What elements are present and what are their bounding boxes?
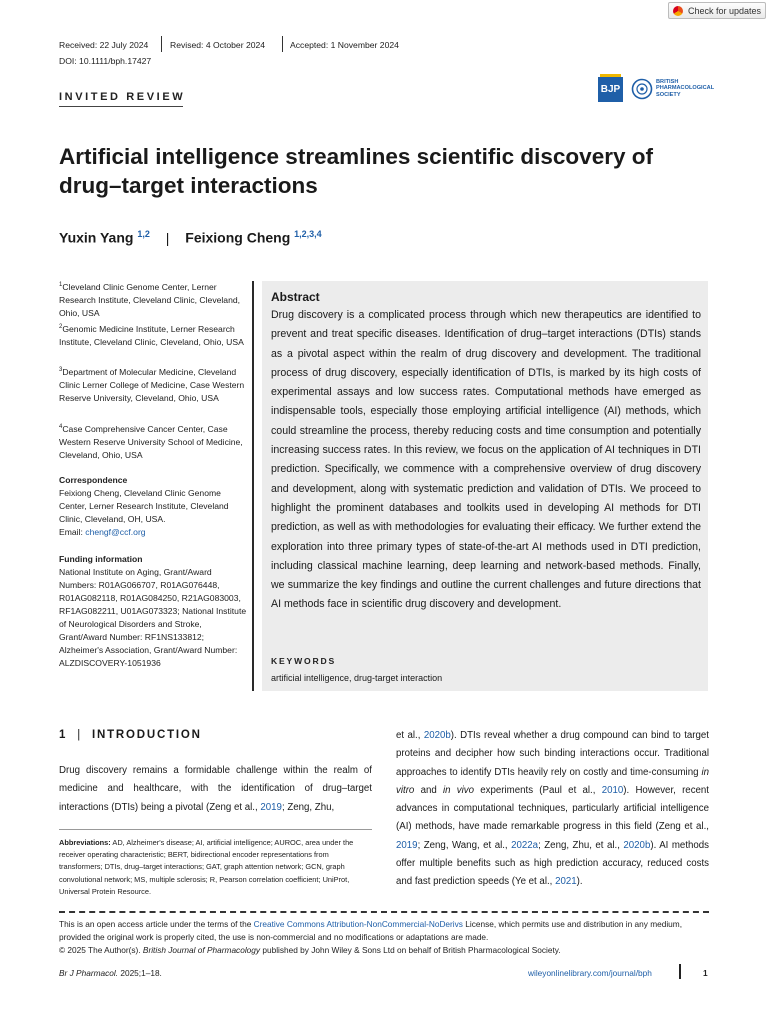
funding-information: Funding information National Institute on Aging, Grant/Award Numbers: R01AG066707, R01AG076448, R01AG082118, R01AG084250, R21AG083003, RF1AG082211, U01AG073323; National Institute of Neurological Disorders and Stroke, Grant/Award Number: RF1NS133812; Alzheimer's Association, Grant/Award Number: ALZDISCOVERY-1051936 [59, 553, 249, 670]
abstract-heading: Abstract [271, 290, 320, 304]
affiliation: $^2$Genomic Medicine Institute, Lerner Research Institute, Cleveland Clinic, Cleveland, Ohio, USA [59, 323, 244, 347]
introduction-paragraph-continued: et al., 2020b). DTIs reveal whether a drug compound can bind to target proteins and decipher how such binding interactions occur. Traditional approaches to identify DTIs heavily rely on costly and time-consuming in vitro and in vivo experiments (Paul et al., 2010). However, recent advances in computational techniques, particularly artificial intelligence (AI) methods, have made remarkable progress in this field (Zeng et al., 2019; Zeng, Wang, et al., 2022a; Zeng, Zhu, et al., 2020b). AI methods offer multiple benefits such as high prediction accuracy, reduced costs and fast prediction speeds (Ye et al., 2021). [396, 730, 710, 888]
header-divider [161, 36, 162, 52]
keywords-heading: KEYWORDS [271, 656, 337, 666]
article-title: Artificial intelligence streamlines scientific discovery of drug–target interactions [59, 144, 653, 198]
citation-link[interactable]: 2019 [396, 839, 418, 851]
correspondence: Correspondence Feixiong Cheng, Cleveland Clinic Genome Center, Lerner Research Institute, Cleveland Clinic, Cleveland, OH, USA. Email: chengf@ccf.org [59, 474, 249, 539]
abbreviations-footnote: Abbreviations: AD, Alzheimer's disease; AI, artificial intelligence; AUROC, area under the receiver operating characteristic; BERT, bidirectional encoder representations from transformers; DTIs, drug–target interactions; GAT, graph attention network; GCN, graph convolutional network; MS, multiple sclerosis; R, Pearson correlation coefficient; UniProt, Universal Protein Resource. [59, 838, 354, 896]
affiliation: $^1$Cleveland Clinic Genome Center, Lerner Research Institute, Cleveland Clinic, Cleveland, Ohio, USA [59, 281, 241, 318]
introduction-paragraph: Drug discovery remains a formidable challenge within the realm of medicine and healthcare, with the identification of drug–target interactions (DTIs) being a pivotal (Zeng et al., 2019; Zeng, Zhu, [59, 765, 372, 813]
author-affiliation-ref[interactable]: 1,2,3,4 [294, 229, 322, 239]
author-name[interactable]: Feixiong Cheng [185, 229, 291, 246]
affiliation: $^3$Department of Molecular Medicine, Cleveland Clinic Lerner College of Medicine, Case Western Reserve University, Cleveland, Ohio, USA [59, 366, 245, 403]
journal-url-link[interactable]: wileyonlinelibrary.com/journal/bph [528, 968, 652, 978]
abstract-text: Drug discovery is a complicated process through which new therapeutics are identified to prevent and treat specific diseases. Identification of drug–target interactions (DTIs) stands as a pivotal aspect within the realm of drug discovery and development. The traditional process of drug discovery, especially identification of DTIs, is marked by its high costs of experimental assays and low success rates. Computational methods have emerged as indispensable tools, especially those employing artificial intelligence (AI) methods, which could streamline the process, thereby reducing costs and time consumption and potentially increasing success rates. In this review, we focus on the application of AI techniques in DTI prediction. Specifically, we commence with a comprehensive overview of drug discovery and development, along with systematic prediction and validation of DTIs. We proceed to highlight the prominent databases and toolkits used in developing AI methods for DTI prediction, as well as with methodologies for evaluating their efficacy. We further extend the exploration into three primary types of state-of-the-art AI methods used in DTI prediction, including classical machine learning, deep learning and network-based methods. Finally, we summarize the key findings and outline the current challenges and future directions that AI methods face in scientific drug discovery and development. [271, 309, 701, 611]
citation-link[interactable]: 2020b [623, 839, 651, 851]
keywords: artificial intelligence, drug-target interaction [271, 673, 443, 683]
article-type: INVITED REVIEW [59, 91, 186, 103]
bps-logo-icon [631, 78, 653, 100]
sidebar-divider [252, 281, 254, 691]
license-divider [59, 911, 709, 913]
correspondence-heading: Correspondence [59, 475, 128, 485]
citation-link[interactable]: 2022a [511, 839, 539, 851]
footnote-divider [59, 829, 372, 830]
bps-logo-text: BRITISH PHARMACOLOGICAL SOCIETY [656, 79, 715, 98]
license-notice: This is an open access article under the terms of the Creative Commons Attribution-NonCommercial-NoDerivs License, which permits use and distribution in any medium, provided the original work is properly cited, the use is non-commercial and no modifications or adaptations are made. © 2025 The Author(s). British Journal of Pharmacology published by John Wiley & Sons Ltd on behalf of British Pharmacological Society. [59, 919, 683, 955]
doi: DOI: 10.1111/bph.17427 [59, 56, 152, 66]
author-separator: | [165, 229, 170, 246]
author-list [59, 229, 322, 246]
received-date: Received: 22 July 2024 [59, 40, 149, 50]
section-heading-introduction: 1 | INTRODUCTION [59, 729, 202, 741]
citation-link[interactable]: 2021 [555, 876, 577, 888]
check-for-updates-button[interactable]: Check for updates [668, 2, 766, 19]
citation-link[interactable]: 2010 [601, 784, 624, 796]
email-link[interactable]: chengf@ccf.org [85, 527, 146, 537]
page-number: 1 [703, 968, 708, 978]
author-affiliation-ref[interactable]: 1,2 [137, 229, 150, 239]
header-divider [282, 36, 283, 52]
citation-link[interactable]: 2020b [423, 730, 451, 741]
accepted-date: Accepted: 1 November 2024 [290, 40, 399, 50]
article-type-underline [59, 106, 183, 107]
author-name[interactable]: Yuxin Yang [59, 229, 134, 246]
affiliation: $^4$Case Comprehensive Cancer Center, Case Western Reserve University School of Medicine, Cleveland, Ohio, USA [59, 423, 243, 460]
crossmark-icon [673, 6, 683, 16]
citation-link[interactable]: 2019 [260, 801, 282, 813]
license-link[interactable]: Creative Commons Attribution-NonCommercial-NoDerivs [253, 919, 463, 929]
footer-divider [679, 964, 681, 979]
revised-date: Revised: 4 October 2024 [170, 40, 266, 50]
journal-citation: Br J Pharmacol. 2025;1–18. [59, 968, 162, 978]
bjp-logo: BJP [598, 77, 623, 102]
funding-heading: Funding information [59, 554, 143, 564]
